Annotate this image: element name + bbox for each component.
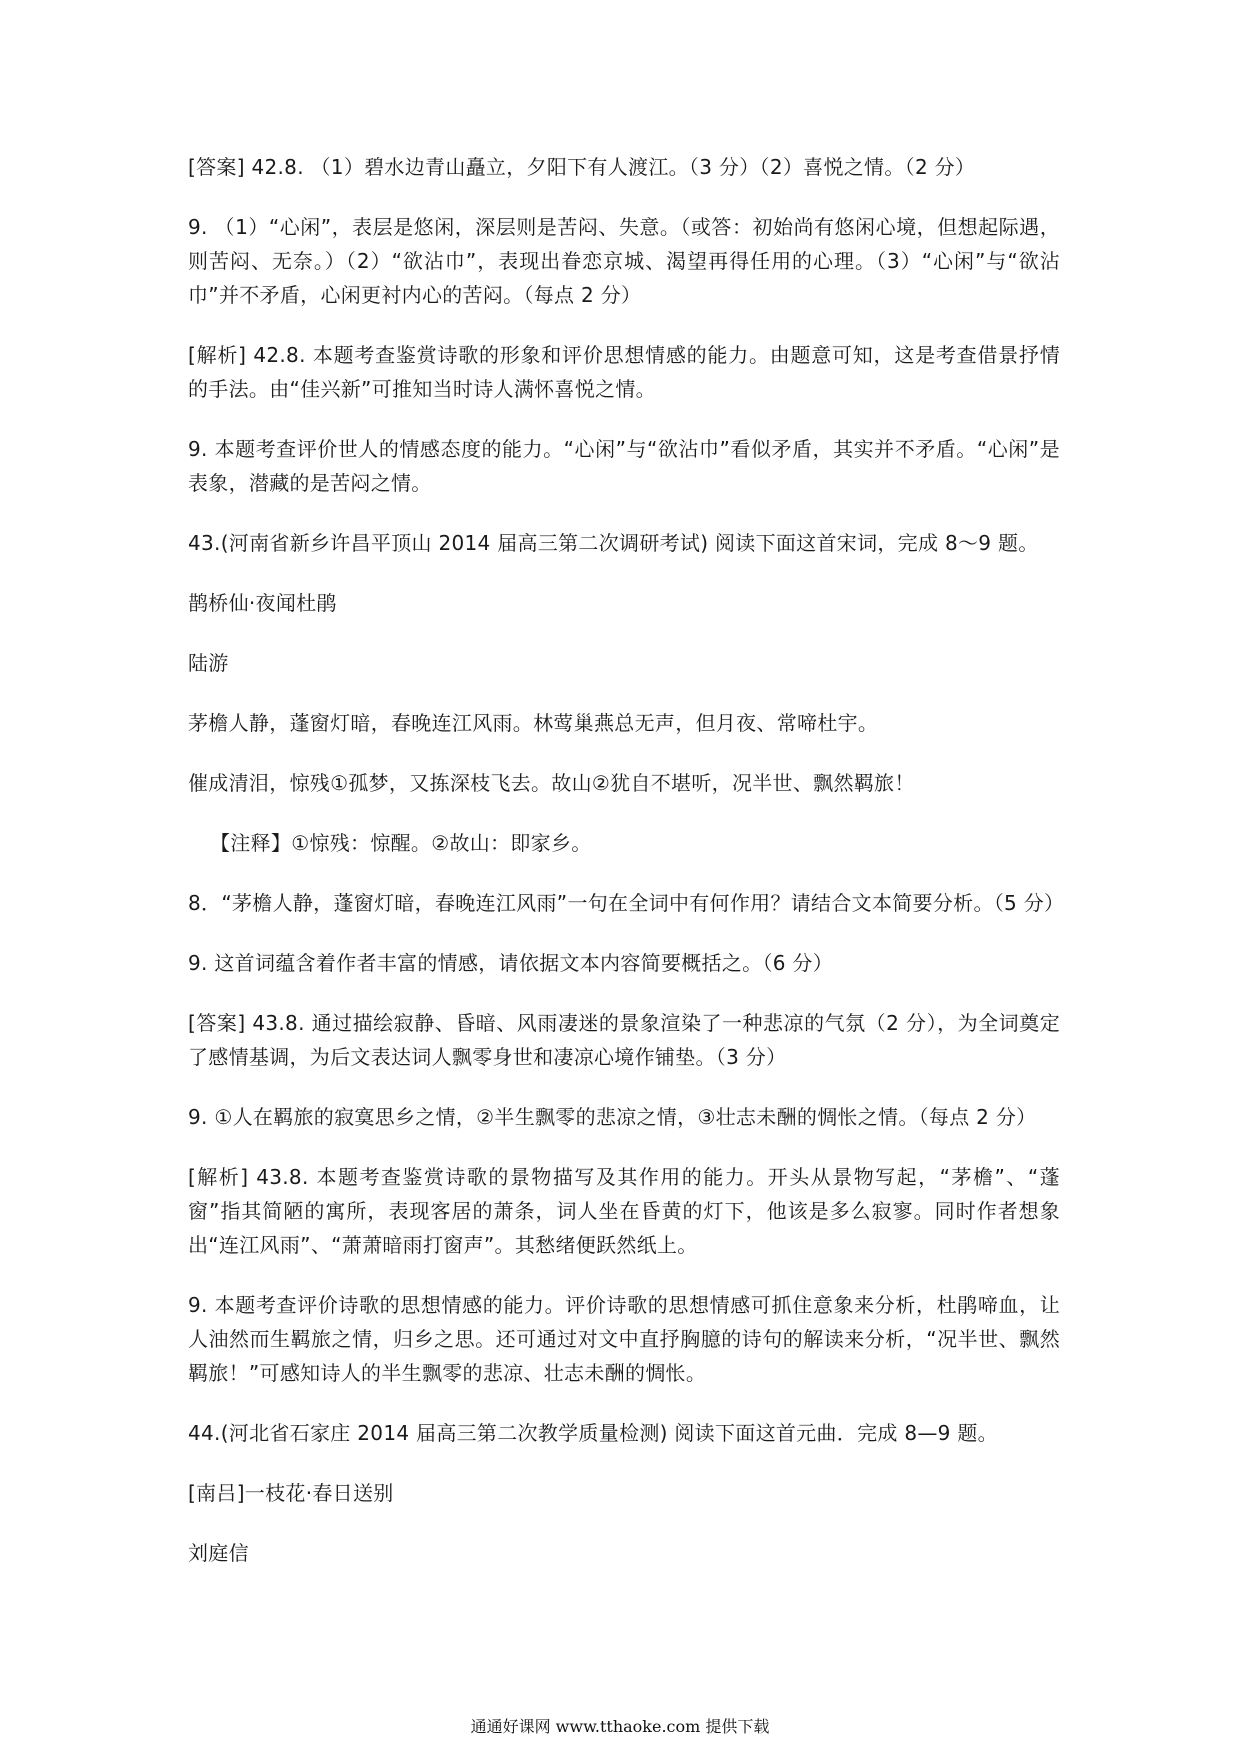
analysis-42: [解析] 42.8. 本题考查鉴赏诗歌的形象和评价思想情感的能力。由题意可知，这是考查借景抒情的手法。由“佳兴新”可推知当时诗人满怀喜悦之情。 [188,343,1060,401]
qu-author: 刘庭信 [188,1541,249,1565]
question-44-heading: 44.(河北省石家庄 2014 届高三第二次教学质量检测) 阅读下面这首元曲．完成 8—9 题。 [188,1421,998,1445]
question-43-8: 8．“茅檐人静，蓬窗灯暗，春晚连江风雨”一句在全词中有何作用？请结合文本简要分析。（5 分） [188,891,1065,915]
poem-notes: 【注释】①惊残：惊醒。②故山：即家乡。 [210,831,592,855]
poem-author: 陆游 [188,651,229,675]
poem-stanza-2: 催成清泪，惊残①孤梦，又拣深枝飞去。故山②犹自不堪听，况半世、飘然羁旅！ [188,771,915,795]
answer-42: [答案] 42.8. （1）碧水边青山矗立，夕阳下有人渡江。（3 分）（2）喜悦之情。（2 分） [188,155,976,179]
analysis-42-q9: 9. 本题考查评价世人的情感态度的能力。“心闲”与“欲沾巾”看似矛盾，其实并不矛盾。“心闲”是表象，潜藏的是苦闷之情。 [188,437,1060,495]
analysis-43: [解析] 43.8. 本题考查鉴赏诗歌的景物描写及其作用的能力。开头从景物写起，“茅檐”、“蓬窗”指其简陋的寓所，表现客居的萧条，词人坐在昏黄的灯下，他该是多么寂寥。同时作者想象出“连江风雨”、“萧萧暗雨打窗声”。其愁绪便跃然纸上。 [188,1165,1060,1257]
poem-title: 鹊桥仙·夜闻杜鹃 [188,591,337,615]
poem-stanza-1: 茅檐人静，蓬窗灯暗，春晚连江风雨。林莺巢燕总无声，但月夜、常啼杜宇。 [188,711,879,735]
qu-title: [南吕]一枝花·春日送别 [188,1481,394,1505]
question-43-heading: 43.(河南省新乡许昌平顶山 2014 届高三第二次调研考试) 阅读下面这首宋词，完成 8～9 题。 [188,531,1039,555]
analysis-43-q9: 9. 本题考查评价诗歌的思想情感的能力。评价诗歌的思想情感可抓住意象来分析，杜鹃啼血，让人油然而生羁旅之情，归乡之思。还可通过对文中直抒胸臆的诗句的解读来分析，“况半世、飘然羁旅！”可感知诗人的半生飘零的悲凉、壮志未酬的惆怅。 [188,1293,1060,1385]
answer-43-q9: 9. ①人在羁旅的寂寞思乡之情，②半生飘零的悲凉之情，③壮志未酬的惆怅之情。（每点 2 分） [188,1105,1037,1129]
answer-43: [答案] 43.8. 通过描绘寂静、昏暗、风雨凄迷的景象渲染了一种悲凉的气氛（2 分），为全词奠定了感情基调，为后文表达词人飘零身世和凄凉心境作铺垫。（3 分） [188,1011,1060,1069]
page-footer: 通通好课网 www.tthaoke.com 提供下载 [470,1717,770,1736]
document-body [188,150,1065,1596]
answer-42-q9: 9. （1）“心闲”，表层是悠闲，深层则是苦闷、失意。（或答：初始尚有悠闲心境，但想起际遇，则苦闷、无奈。）（2）“欲沾巾”，表现出眷恋京城、渴望再得任用的心理。（3）“心闲”与“欲沾巾”并不矛盾，心闲更衬内心的苦闷。（每点 2 分） [188,215,1060,307]
question-43-9: 9. 这首词蕴含着作者丰富的情感，请依据文本内容简要概括之。（6 分） [188,951,834,975]
